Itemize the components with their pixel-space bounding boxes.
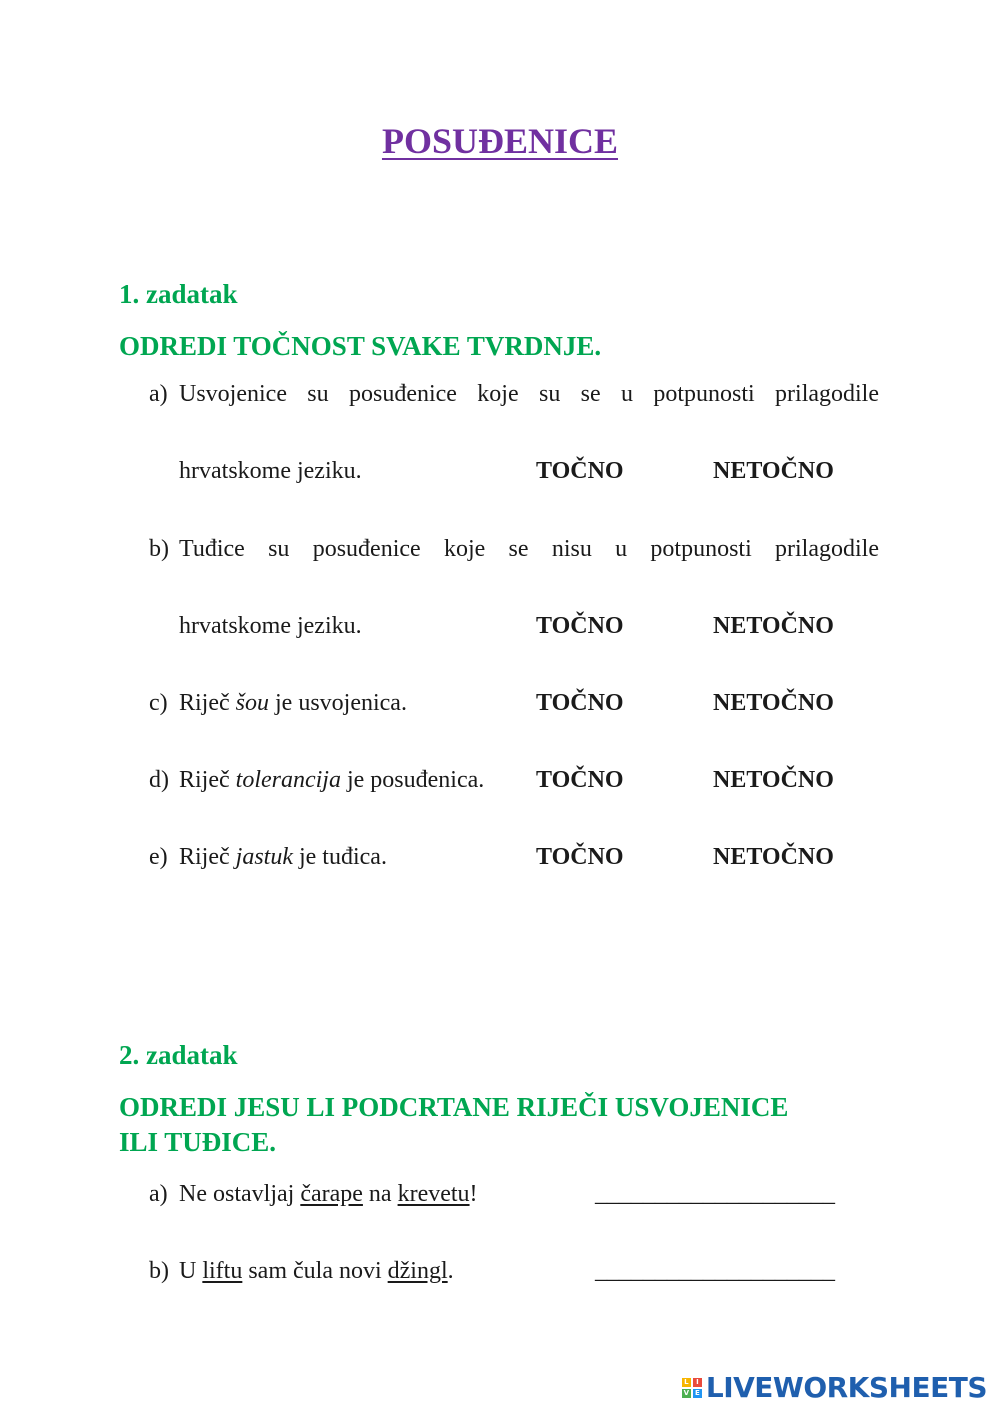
item-letter: a) — [149, 381, 168, 407]
statement-line: Tuđice su posuđenice koje se nisu u potpunosti prilagodile — [179, 536, 879, 562]
statement-line: Riječ šou je usvojenica. — [179, 690, 407, 716]
underlined-word: krevetu — [397, 1181, 470, 1207]
task1-number: 1. zadatak — [119, 279, 238, 309]
liveworksheets-logo — [682, 1371, 987, 1404]
statement-line: hrvatskome jeziku. — [179, 613, 362, 639]
item-letter: a) — [149, 1181, 168, 1207]
item-letter: e) — [149, 844, 168, 870]
underlined-word: čarape — [300, 1181, 363, 1207]
logo-text: LIVEWORKSHEETS — [705, 1371, 987, 1404]
example-word: tolerancija — [235, 767, 341, 793]
underlined-word: džingl — [387, 1258, 448, 1284]
option-netocno-b[interactable]: NETOČNO — [713, 613, 834, 639]
statement-line: Usvojenice su posuđenice koje su se u potpunosti prilagodile — [179, 381, 879, 407]
option-tocno-d[interactable]: TOČNO — [536, 767, 624, 793]
option-tocno-a[interactable]: TOČNO — [536, 458, 624, 484]
answer-field-b[interactable]: ____________________ — [595, 1258, 835, 1284]
option-tocno-c[interactable]: TOČNO — [536, 690, 624, 716]
task1-instruction: ODREDI TOČNOST SVAKE TVRDNJE. — [119, 331, 602, 361]
option-tocno-b[interactable]: TOČNO — [536, 613, 624, 639]
option-netocno-c[interactable]: NETOČNO — [713, 690, 834, 716]
example-word: jastuk — [235, 844, 293, 870]
underlined-word: liftu — [202, 1258, 243, 1284]
page-title: POSUĐENICE — [381, 121, 619, 161]
item-letter: c) — [149, 690, 168, 716]
option-netocno-e[interactable]: NETOČNO — [713, 844, 834, 870]
option-netocno-d[interactable]: NETOČNO — [713, 767, 834, 793]
option-tocno-e[interactable]: TOČNO — [536, 844, 624, 870]
sentence: U liftu sam čula novi džingl. — [179, 1258, 454, 1284]
item-letter: b) — [149, 536, 169, 562]
answer-field-a[interactable]: ____________________ — [595, 1181, 835, 1207]
item-letter: b) — [149, 1258, 169, 1284]
statement-line: hrvatskome jeziku. — [179, 458, 362, 484]
statement-line: Riječ tolerancija je posuđenica. — [179, 767, 485, 793]
task2-number: 2. zadatak — [119, 1040, 238, 1070]
example-word: šou — [235, 690, 269, 716]
logo-mark-icon: L I V E — [682, 1378, 702, 1398]
statement-line: Riječ jastuk je tuđica. — [179, 844, 387, 870]
task2-instruction: ODREDI JESU LI PODCRTANE RIJEČI USVOJENICE ILI TUĐICE. — [119, 1092, 789, 1157]
option-netocno-a[interactable]: NETOČNO — [713, 458, 834, 484]
sentence: Ne ostavljaj čarape na krevetu! — [179, 1181, 478, 1207]
item-letter: d) — [149, 767, 169, 793]
